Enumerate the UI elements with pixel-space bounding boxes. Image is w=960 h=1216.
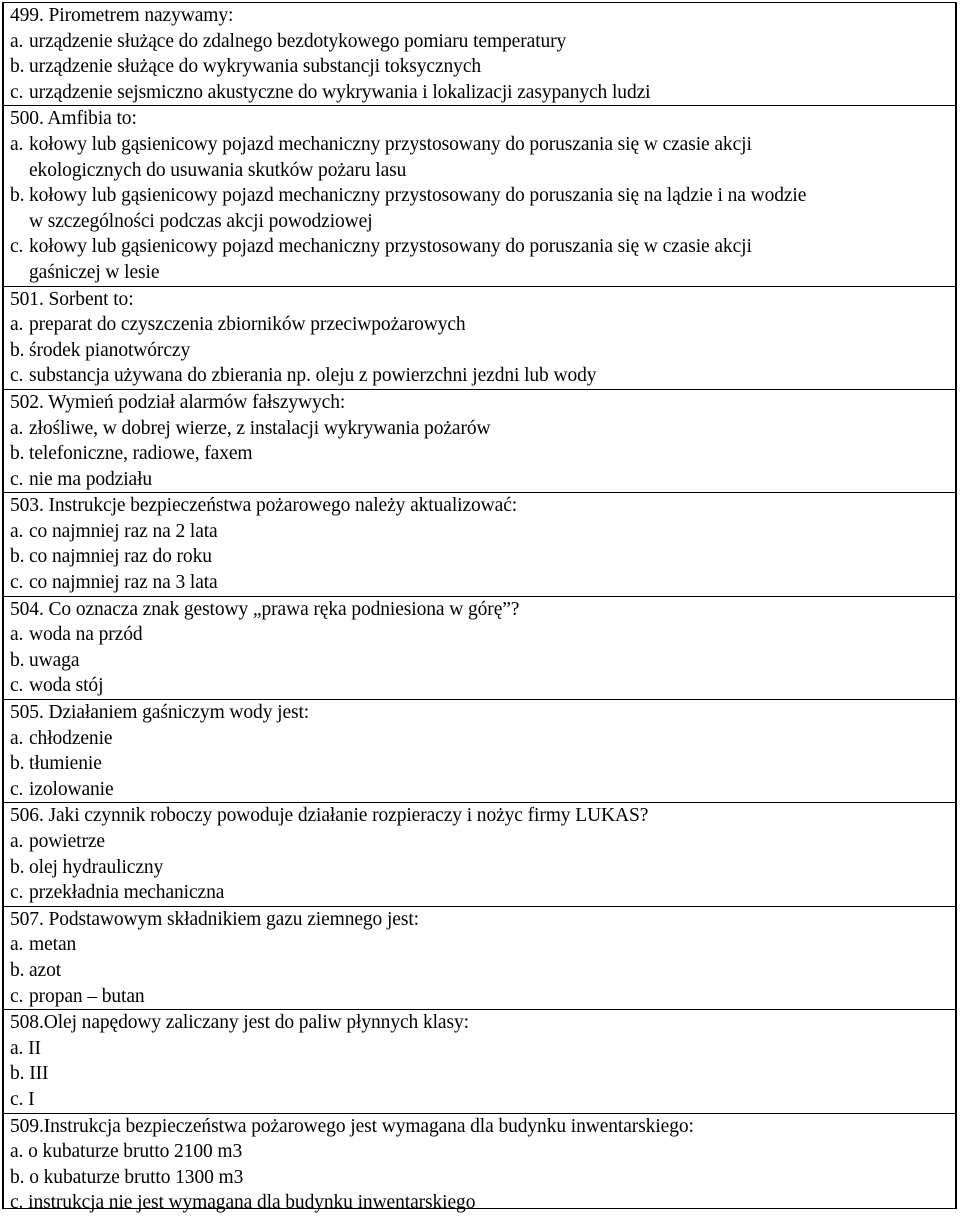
answer-letter: a. — [10, 727, 24, 749]
answer-letter: a. — [10, 520, 24, 542]
answer-letter: b. — [10, 443, 25, 465]
answer-letter: b. — [10, 649, 25, 671]
answer-text: azot — [29, 959, 62, 981]
answer-option — [4, 932, 955, 958]
answer-letter: b. — [10, 753, 25, 775]
question-block-508 — [4, 1009, 955, 1112]
answer-text: co najmniej raz na 2 lata — [29, 520, 218, 542]
answer-text: urządzenie służące do zdalnego bezdotykowego pomiaru temperatury — [29, 30, 567, 52]
answer-letter: b. — [10, 56, 25, 78]
answer-text: powietrze — [29, 831, 105, 852]
answer-option — [4, 570, 955, 596]
answer-option — [4, 54, 955, 80]
question-block-507 — [4, 906, 955, 1009]
answer-text: woda stój — [29, 675, 104, 697]
answer-option — [4, 751, 955, 777]
answer-option — [4, 1087, 955, 1113]
question-sheet — [2, 2, 957, 1214]
answer-letter: b. — [10, 339, 25, 361]
answer-option — [4, 648, 955, 674]
answer-option — [4, 958, 955, 984]
answer-letter: b. — [10, 1063, 25, 1085]
answer-letter: c. — [10, 468, 24, 490]
answer-letter: a. — [10, 624, 24, 646]
answer-letter: a. — [10, 934, 24, 956]
answer-letter: c. — [10, 236, 24, 258]
answer-option — [4, 1139, 955, 1165]
answer-option — [4, 1061, 955, 1087]
answer-letter: c. — [10, 985, 24, 1007]
answer-letter: b. — [10, 959, 25, 981]
question-text: 505. Działaniem gaśniczym wody jest: — [10, 702, 310, 724]
answer-option — [4, 1036, 955, 1062]
answer-text: olej hydrauliczny — [29, 856, 164, 878]
question-text: 499. Pirometrem nazywamy: — [10, 5, 234, 26]
answer-option — [4, 80, 955, 106]
answer-letter: c. — [10, 882, 24, 904]
question-text: 504. Co oznacza znak gestowy „prawa ręka podniesiona w górę”? — [10, 598, 520, 620]
question-block-506 — [4, 802, 955, 905]
answer-option — [4, 544, 955, 570]
answer-letter: c. — [10, 778, 24, 800]
answer-option — [4, 829, 955, 855]
answer-text: instrukcja nie jest wymagana dla budynku inwentarskiego — [28, 1192, 476, 1214]
question-block-500 — [4, 105, 955, 285]
answer-text: uwaga — [29, 649, 80, 671]
answer-letter: a. — [10, 1141, 24, 1163]
answer-text: II — [28, 1037, 41, 1059]
answer-text: woda na przód — [29, 624, 143, 646]
answer-letter: a. — [10, 30, 24, 52]
question-text: 501. Sorbent to: — [10, 288, 134, 310]
answer-letter: c. — [10, 365, 24, 387]
answer-text-continued: ekologicznych do usuwania skutków pożaru lasu — [29, 159, 407, 181]
question-block-509 — [4, 1113, 955, 1216]
answer-letter: c. — [10, 572, 24, 594]
question-block-503 — [4, 492, 955, 595]
answer-option — [4, 416, 955, 442]
answer-continuation — [4, 209, 955, 235]
answer-option — [4, 1190, 955, 1216]
answer-letter: a. — [10, 1037, 24, 1059]
answer-option — [4, 855, 955, 881]
question-text: 507. Podstawowym składnikiem gazu ziemnego jest: — [10, 908, 419, 930]
answer-text: o kubaturze brutto 1300 m3 — [29, 1166, 244, 1188]
answer-text: preparat do czyszczenia zbiorników przeciwpożarowych — [29, 314, 466, 336]
answer-text: kołowy lub gąsienicowy pojazd mechaniczny przystosowany do poruszania się w czasie akcji — [29, 133, 752, 155]
question-text: 500. Amfibia to: — [10, 108, 137, 130]
answer-text: tłumienie — [29, 753, 102, 775]
answer-option — [4, 519, 955, 545]
answer-text: kołowy lub gąsienicowy pojazd mechaniczny przystosowany do poruszania się w czasie akcji — [29, 236, 752, 258]
answer-letter: a. — [10, 417, 24, 439]
question-block-499 — [4, 3, 955, 105]
answer-option — [4, 132, 955, 158]
answer-text: środek pianotwórczy — [29, 339, 191, 361]
answer-letter: b. — [10, 1166, 25, 1188]
answer-letter: b. — [10, 185, 25, 207]
answer-option — [4, 673, 955, 699]
question-block-505 — [4, 699, 955, 802]
answer-letter: b. — [10, 546, 25, 568]
answer-letter: c. — [10, 1088, 24, 1110]
answer-option — [4, 777, 955, 803]
answer-continuation — [4, 158, 955, 184]
answer-option — [4, 312, 955, 338]
answer-text-continued: w szczególności podczas akcji powodziowej — [29, 210, 373, 232]
answer-option — [4, 338, 955, 364]
answer-text-continued: gaśniczej w lesie — [29, 261, 160, 283]
answer-letter: a. — [10, 133, 24, 155]
answer-text: III — [29, 1063, 49, 1085]
answer-text: nie ma podziału — [29, 468, 153, 490]
answer-letter: b. — [10, 856, 25, 878]
question-block-502 — [4, 389, 955, 492]
answer-text: substancja używana do zbierania np. oleju z powierzchni jezdni lub wody — [29, 365, 597, 387]
answer-letter: a. — [10, 831, 24, 852]
question-text: 502. Wymień podział alarmów fałszywych: — [10, 391, 346, 413]
answer-text: złośliwe, w dobrej wierze, z instalacji wykrywania pożarów — [29, 417, 491, 439]
answer-text: telefoniczne, radiowe, faxem — [29, 443, 253, 465]
answer-option — [4, 441, 955, 467]
question-text: 506. Jaki czynnik roboczy powoduje działanie rozpieraczy i nożyc firmy LUKAS? — [10, 805, 649, 827]
answer-option — [4, 29, 955, 55]
answer-continuation — [4, 260, 955, 286]
answer-option — [4, 984, 955, 1010]
answer-text: przekładnia mechaniczna — [29, 882, 225, 904]
answer-text: urządzenie sejsmiczno akustyczne do wykrywania i lokalizacji zasypanych ludzi — [29, 81, 651, 103]
answer-letter: a. — [10, 314, 24, 336]
answer-option — [4, 622, 955, 648]
answer-letter: c. — [10, 1192, 24, 1214]
answer-option — [4, 880, 955, 906]
answer-text: propan – butan — [29, 985, 145, 1007]
answer-option — [4, 1165, 955, 1191]
answer-letter: c. — [10, 675, 24, 697]
answer-text: co najmniej raz na 3 lata — [29, 572, 218, 594]
answer-option — [4, 183, 955, 209]
question-block-501 — [4, 286, 955, 389]
answer-text: o kubaturze brutto 2100 m3 — [28, 1141, 243, 1163]
question-text: 508.Olej napędowy zaliczany jest do paliw płynnych klasy: — [10, 1012, 469, 1034]
answer-text: izolowanie — [29, 778, 114, 800]
answer-text: urządzenie służące do wykrywania substancji toksycznych — [29, 56, 482, 78]
question-text: 503. Instrukcje bezpieczeństwa pożarowego należy aktualizować: — [10, 495, 518, 517]
answer-option — [4, 234, 955, 260]
answer-text: co najmniej raz do roku — [29, 546, 212, 568]
answer-option — [4, 363, 955, 389]
answer-option — [4, 467, 955, 493]
answer-text: kołowy lub gąsienicowy pojazd mechaniczny przystosowany do poruszania się na lądzie i na wodzie — [29, 185, 807, 207]
question-text: 509.Instrukcja bezpieczeństwa pożarowego jest wymagana dla budynku inwentarskiego: — [10, 1115, 694, 1137]
question-block-504 — [4, 596, 955, 699]
answer-text: I — [28, 1088, 35, 1110]
answer-text: metan — [29, 934, 77, 956]
answer-text: chłodzenie — [29, 727, 113, 749]
answer-option — [4, 726, 955, 752]
answer-letter: c. — [10, 81, 24, 103]
